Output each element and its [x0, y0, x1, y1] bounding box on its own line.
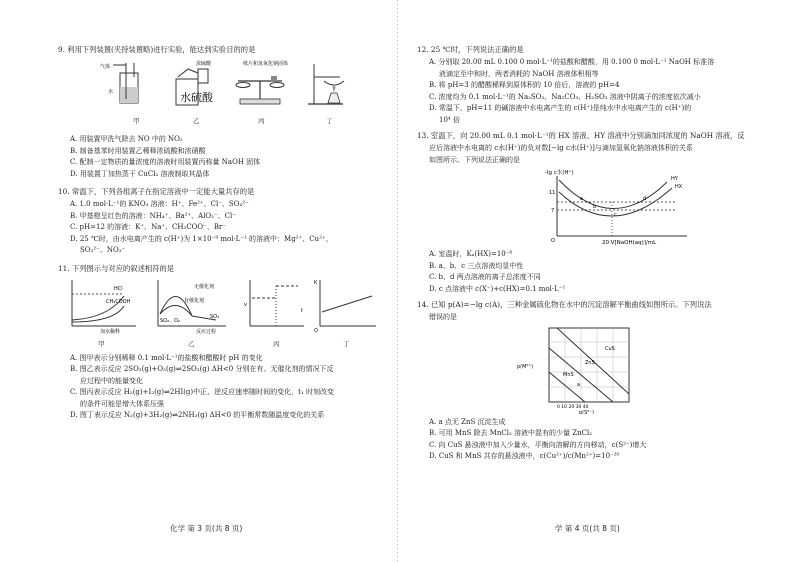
q9-apparatus-figure — [58, 59, 378, 109]
q13-graph — [417, 166, 777, 246]
q14-point-a: a — [577, 381, 581, 388]
q13-option-d[interactable]: D. c 点溶液中 c(X⁻)+c(HX)=0.1 mol·L⁻¹ — [429, 284, 566, 293]
q9-option-d[interactable]: D. 用装置丁加热蒸干 CuCl₂ 溶液制取其晶体 — [70, 169, 210, 178]
q13-stem-3: 如图所示。下列说法正确的是 — [429, 155, 520, 164]
q13-y11: 11 — [549, 190, 556, 196]
right-page — [397, 0, 794, 562]
q11-graphs-figure — [58, 276, 378, 336]
q13-point-c: c — [614, 212, 617, 218]
q10-option-d-cont: SO₃²⁻、NO₃⁻ — [80, 246, 126, 254]
q9-gas-label: 气体 — [100, 64, 111, 70]
q13-xlabel: 20 V[NaOH(aq)]/mL — [602, 240, 657, 246]
q13-option-c[interactable]: C. b、d 两点溶液的离子总浓度不同 — [429, 273, 541, 281]
q13-hx-label: HX — [675, 184, 683, 190]
q11-label-ding: 丁 — [343, 339, 350, 348]
question-10 — [58, 186, 389, 257]
q13-option-b[interactable]: B. a、b、c 三点溶液均显中性 — [429, 261, 524, 270]
q11-label-bing: 丙 — [273, 339, 280, 348]
q12-option-c[interactable]: C. 浓度均为 0.1 mol·L⁻¹的 Na₂SO₃、Na₂CO₃、H₂SO₃ 溶液中阴离子的浓度依次减小 — [429, 92, 701, 101]
left-page-footer: 化学 第 3 页(共 8 页) — [170, 524, 243, 533]
q13-point-b: b — [593, 204, 597, 210]
question-12 — [417, 44, 784, 126]
q9-option-c[interactable]: C. 配制一定物质的量浓度的溶液时用装置丙称量 NaOH 固体 — [70, 158, 261, 166]
graph-ding-k-temperature — [314, 280, 376, 334]
q11-rxn-path-label: 反应过程 — [196, 328, 217, 335]
q13-hy-label: HY — [671, 176, 678, 182]
q13-point-a: a — [580, 196, 584, 202]
q11-option-c[interactable]: C. 图丙表示反应 H₂(g)+I₂(g)⇌2HI(g)中正、逆反应速率随时间的变化，t₁ 时刻改变 — [70, 388, 334, 396]
q10-option-d[interactable]: D. 25 ℃时，由水电离产生的 c(H⁺)为 1×10⁻⁹ mol·L⁻¹ 的溶液中：Mg²⁺、Cu²⁺、 — [70, 234, 333, 243]
graph-yi-energy-profile — [158, 280, 226, 335]
q10-option-a[interactable]: A. 1.0 mol·L⁻¹的 KNO₃ 溶液：H⁺、Fe²⁺、Cl⁻、SO₄²⁻ — [70, 200, 249, 208]
q13-ylabel: -lg c水(H⁺) — [545, 170, 574, 176]
q12-option-d-cont: 10⁴ 倍 — [439, 115, 460, 124]
q12-stem: 12. 25 ℃时，下列说法正确的是 — [417, 45, 524, 54]
q11-option-b[interactable]: B. 图乙表示反应 2SO₂(g)+O₂(g)⇌2SO₃(g) ΔH<0 分别在有、无催化剂的情况下反 — [70, 365, 334, 373]
apparatus-beaker-dilution — [176, 60, 214, 105]
q11-option-a[interactable]: A. 图甲表示分别稀释 0.1 mol·L⁻¹的盐酸和醋酸时 pH 的变化 — [70, 353, 263, 362]
q13-option-a[interactable]: A. 室温时，Kₐ(HX)=10⁻⁶ — [429, 250, 513, 258]
q11-v-label: v — [244, 301, 247, 308]
q14-cus-label: CuS — [605, 345, 615, 352]
q11-reactants-label: SO₂、O₂ — [160, 317, 181, 324]
q11-t-label: t — [301, 307, 303, 314]
question-11 — [58, 263, 389, 422]
question-9 — [58, 44, 389, 180]
q13-stem-2: 应后溶液中水电离的 c水(H⁺)的负对数[−lg c水(H⁺)]与滴加氢氧化钠溶液体积的关系 — [429, 144, 693, 152]
q10-option-b[interactable]: B. 甲基橙呈红色的溶液：NH₄⁺、Ba²⁺、AlO₂⁻、Cl⁻ — [70, 211, 236, 220]
q13-stem-1: 13. 室温下，向 20.00 mL 0.1 mol·L⁻¹的 HX 溶液、HY 溶液中分别滴加同浓度的 NaOH 溶液，反 — [417, 131, 745, 140]
apparatus-gas-washing-bottle — [100, 63, 138, 103]
q11-option-c-cont: 的条件可能是增大体系压强 — [80, 399, 164, 408]
q14-ylabel: p(M²⁺) — [517, 363, 534, 370]
q11-ch3cooh-label: CH₃COOH — [106, 298, 131, 305]
q11-so3-label: SO₃ — [210, 313, 220, 320]
graph-jia-dilution-ph — [72, 280, 136, 335]
q13-y7: 7 — [551, 208, 555, 214]
q11-option-b-cont: 应过程中的能量变化 — [80, 376, 143, 385]
q9-scale-label: 纸片和氢氧化钠固体 — [243, 61, 289, 67]
q14-stem-2: 错误的是 — [429, 313, 457, 321]
q14-stem-1: 14. 已知 p(A)=−lg c(A)，三种金属硫化物在水中的沉淀溶解平衡曲线如图所示。下列说法 — [417, 300, 712, 309]
q11-cat-label: 有催化剂 — [184, 297, 205, 304]
question-14 — [417, 299, 784, 463]
q11-label-jia: 甲 — [98, 339, 105, 348]
q9-option-a[interactable]: A. 用装置甲洗气除去 NO 中的 NO₂ — [70, 135, 183, 143]
q14-mns-label: MnS — [563, 371, 574, 378]
q14-zns-label: ZnS — [585, 359, 595, 366]
q11-no-cat-label: 无催化剂 — [194, 283, 215, 290]
q11-k-label: K — [314, 279, 318, 286]
q12-option-a[interactable]: A. 分别取 20.00 mL 0.100 0 mol·L⁻¹的盐酸和醋酸，用 0.100 0 mol·L⁻¹ NaOH 标准溶 — [429, 58, 715, 66]
q12-option-d[interactable]: D. 常温下，pH=11 的碱溶液中水电离产生的 c(H⁺)是纯水中水电离产生的 c(H⁺)的 — [429, 104, 692, 112]
q14-xticks: 0 10 20 30 40 — [557, 404, 589, 410]
graph-bing-rate-time — [244, 280, 304, 326]
q11-o-label: O — [314, 327, 318, 334]
right-page-footer: 学 第 4 页(共 8 页) — [555, 524, 620, 533]
q11-option-d[interactable]: D. 图丁表示反应 N₂(g)+3H₂(g)⇌2NH₃(g) ΔH<0 的平衡常数随温度变化的关系 — [70, 411, 325, 419]
q10-stem: 10. 常温下，下列各组离子在指定溶液中一定能大量共存的是 — [58, 187, 255, 196]
q11-figure-labels — [58, 339, 389, 349]
question-13 — [417, 130, 784, 295]
apparatus-evaporating-dish — [308, 64, 344, 104]
q12-option-b[interactable]: B. 将 pH=3 的醋酸稀释到原体积的 10 倍后，溶液的 pH=4 — [429, 81, 620, 89]
apparatus-balance — [236, 60, 288, 104]
q9-label-bing: 丙 — [258, 117, 265, 125]
q14-option-d[interactable]: D. CuS 和 MnS 共存的悬浊液中，c(Cu²⁺)/c(Mn²⁺)=10⁻²⁰ — [429, 452, 620, 460]
q13-origin: O — [551, 238, 555, 244]
q9-water-label: 水 — [108, 89, 114, 95]
q9-label-yi: 乙 — [193, 117, 200, 125]
q13-point-d: d — [643, 196, 647, 202]
q9-label-jia: 甲 — [133, 117, 140, 125]
q9-option-b[interactable]: B. 制备基苯时用装置乙稀释浓硫酸和浓硝酸 — [70, 146, 206, 155]
q11-dilute-label: 加水稀释 — [100, 328, 121, 335]
q9-acid-bottle-label: 浓硫酸 — [196, 61, 212, 67]
q9-label-ding: 丁 — [326, 117, 333, 125]
q14-graph — [417, 324, 777, 414]
q9-figure-labels — [58, 116, 389, 126]
q12-option-a-cont: 液滴定至中和时，两者消耗的 NaOH 溶液体积相等 — [439, 69, 599, 78]
q14-xlabel: p(S²⁻) — [579, 409, 594, 414]
q9-acid-big-label: 水硫酸 — [180, 91, 213, 104]
q14-option-a[interactable]: A. a 点无 ZnS 沉淀生成 — [429, 417, 506, 426]
q10-option-c[interactable]: C. pH=12 的溶液：K⁺、Na⁺、CH₃COO⁻、Br⁻ — [70, 223, 227, 231]
q9-stem: 9. 利用下列装置(夹持装置略)进行实验，能达到实验目的的是 — [58, 45, 256, 54]
q14-option-c[interactable]: C. 向 CuS 悬浊液中加入少量水，平衡向溶解的方向移动，c(S²⁻)增大 — [429, 440, 647, 449]
q11-hcl-label: HCl — [114, 285, 123, 292]
q14-option-b[interactable]: B. 可用 MnS 除去 MnCl₂ 溶液中混有的少量 ZnCl₂ — [429, 429, 593, 437]
q11-stem: 11. 下列图示与对应的叙述相符的是 — [58, 263, 175, 273]
q11-label-yi: 乙 — [188, 339, 195, 348]
